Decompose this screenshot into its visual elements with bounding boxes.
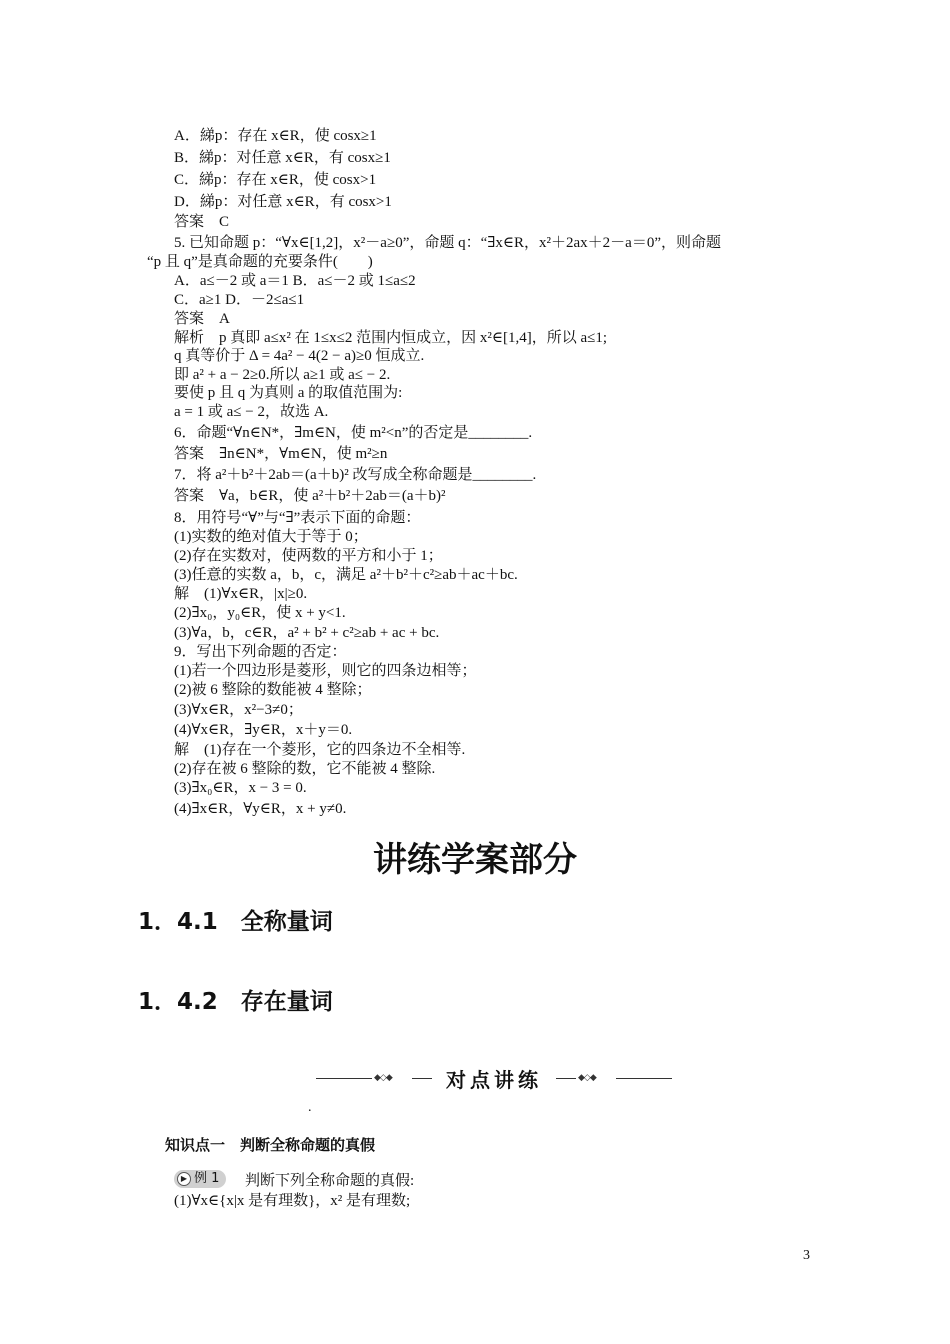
- analysis-5-2: q 真等价于 Δ = 4a² − 4(2 − a)≥0 恒成立.: [174, 348, 425, 364]
- q8-item-3: (3)任意的实数 a，b，c，满足 a²＋b²＋c²≥ab＋ac＋bc.: [174, 567, 518, 583]
- example-text: 判断下列全称命题的真假:: [245, 1173, 415, 1189]
- answer-5: 答案 A: [174, 311, 230, 327]
- diamond-ornament-icon: ◆◇◆: [578, 1072, 596, 1082]
- q9-item-3: (3)∀x∈R，x²−3≠0；: [174, 702, 303, 718]
- banner-title: 对点讲练: [446, 1068, 542, 1092]
- option-a: A．綈p：存在 x∈R，使 cosx≥1: [174, 128, 377, 144]
- banner-rule-left-inner: [412, 1078, 432, 1079]
- play-icon: ▶: [177, 1172, 191, 1186]
- solution-9-1: 解 (1)存在一个菱形，它的四条边不全相等.: [174, 742, 466, 758]
- q8-item-1: (1)实数的绝对值大于等于 0；: [174, 529, 368, 545]
- option-b: B．綈p：对任意 x∈R，有 cosx≥1: [174, 150, 391, 166]
- section-title-2: 1．4.2 存在量词: [138, 989, 333, 1015]
- diamond-ornament-icon: ◆◇◆: [374, 1072, 392, 1082]
- option-c: C．綈p：存在 x∈R，使 cosx>1: [174, 172, 377, 188]
- stray-dot: .: [308, 1100, 312, 1115]
- q9-item-2: (2)被 6 整除的数能被 4 整除；: [174, 682, 372, 698]
- option-d: D．綈p：对任意 x∈R，有 cosx>1: [174, 194, 392, 210]
- solution-9-3: (3)∃x₀∈R，x − 3 = 0.: [174, 780, 307, 796]
- knowledge-point-title: 知识点一 判断全称命题的真假: [165, 1136, 376, 1154]
- analysis-5-3: 即 a² + a − 2≥0.所以 a≥1 或 a≤ − 2.: [174, 367, 391, 383]
- solution-9-4: (4)∃x∈R，∀y∈R，x + y≠0.: [174, 801, 347, 817]
- q9-item-4: (4)∀x∈R，∃y∈R，x＋y＝0.: [174, 722, 353, 738]
- main-title: 讲练学案部分: [373, 840, 577, 880]
- q5-options-ab: A．a≤－2 或 a＝1 B．a≤－2 或 1≤a≤2: [174, 273, 416, 289]
- example-badge: [174, 1170, 226, 1188]
- q8-item-2: (2)存在实数对，使两数的平方和小于 1；: [174, 548, 443, 564]
- solution-8-1: 解 (1)∀x∈R，|x|≥0.: [174, 586, 308, 602]
- q5-options-cd: C．a≥1 D．－2≤a≤1: [174, 292, 305, 308]
- answer-4: 答案 C: [174, 214, 230, 230]
- q9-item-1: (1)若一个四边形是菱形，则它的四条边相等；: [174, 663, 477, 679]
- banner-rule-right: [616, 1078, 672, 1079]
- analysis-5-5: a = 1 或 a≤ − 2，故选 A.: [174, 404, 329, 420]
- question-5-cont: “p 且 q”是真命题的充要条件( ): [147, 254, 373, 270]
- solution-8-3: (3)∀a，b，c∈R，a² + b² + c²≥ab + ac + bc.: [174, 625, 440, 641]
- solution-8-2: (2)∃x₀，y₀∈R，使 x + y<1.: [174, 605, 346, 621]
- banner-rule-right-inner: [556, 1078, 576, 1079]
- question-7: 7．将 a²＋b²＋2ab＝(a＋b)² 改写成全称命题是________.: [174, 467, 537, 483]
- analysis-5-1: 解析 p 真即 a≤x² 在 1≤x≤2 范围内恒成立，因 x²∈[1,4]，所以 a≤1;: [174, 330, 608, 346]
- answer-6: 答案 ∃n∈N*，∀m∈N，使 m²≥n: [174, 446, 388, 462]
- example-item-1: (1)∀x∈{x|x 是有理数}，x² 是有理数;: [174, 1193, 411, 1209]
- analysis-5-4: 要使 p 且 q 为真则 a 的取值范围为:: [174, 385, 403, 401]
- banner-rule-left: [316, 1078, 372, 1079]
- question-9: 9．写出下列命题的否定：: [174, 644, 347, 660]
- solution-9-2: (2)存在被 6 整除的数，它不能被 4 整除.: [174, 761, 436, 777]
- page-number: 3: [803, 1248, 810, 1263]
- question-5: 5. 已知命题 p：“∀x∈[1,2]，x²－a≥0”，命题 q：“∃x∈R，x²＋2ax＋2－a＝0”，则命题: [174, 235, 721, 251]
- question-8: 8．用符号“∀”与“∃”表示下面的命题：: [174, 510, 421, 526]
- section-banner: [316, 1064, 672, 1094]
- answer-7: 答案 ∀a，b∈R，使 a²＋b²＋2ab＝(a＋b)²: [174, 488, 446, 504]
- example-badge-label: 例 1: [194, 1171, 220, 1186]
- question-6: 6．命题“∀n∈N*，∃m∈N，使 m²<n”的否定是________.: [174, 425, 533, 441]
- section-title-1: 1．4.1 全称量词: [138, 909, 333, 935]
